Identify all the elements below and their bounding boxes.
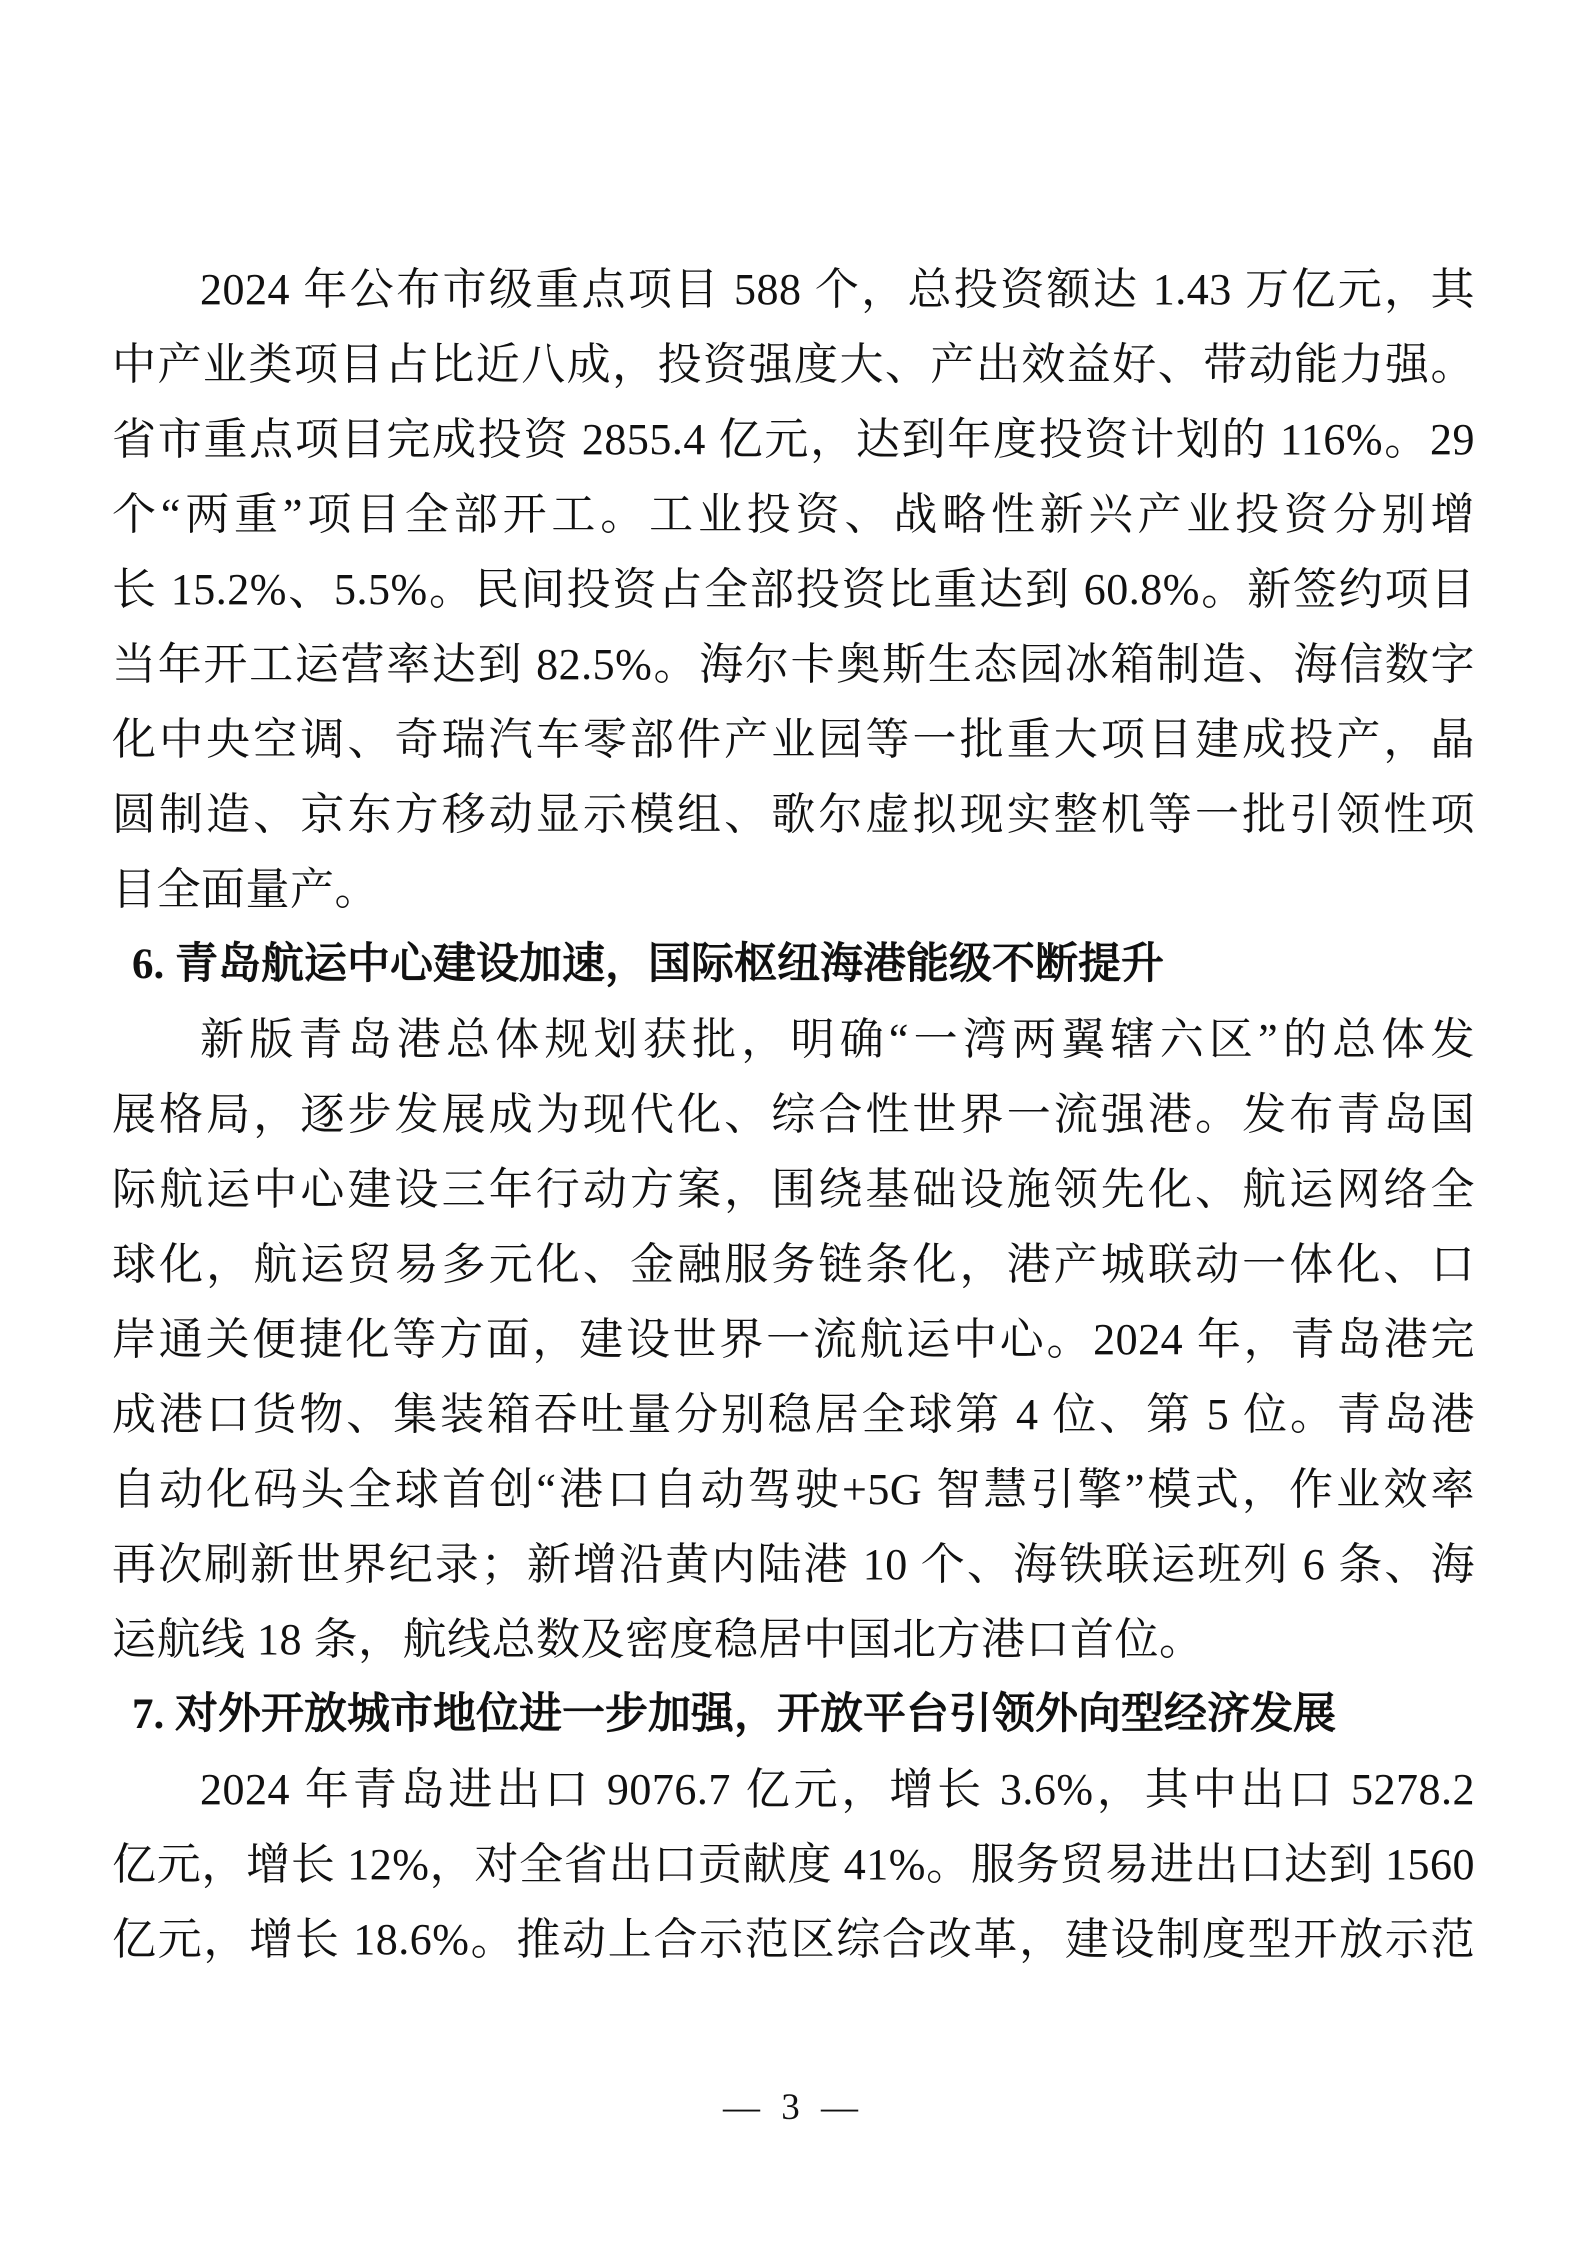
paragraph-3-line-1: 2024 年青岛进出口 9076.7 亿元，增长 3.6%，其中出口 5278.2 — [200, 1765, 1475, 1814]
paragraph-2-line-9: 运航线 18 条，航线总数及密度稳居中国北方港口首位。 — [112, 1615, 1204, 1664]
paragraph-1-line-5: 长 15.2%、5.5%。民间投资占全部投资比重达到 60.8%。新签约项目 — [112, 565, 1475, 614]
paragraph-1-line-9: 目全面量产。 — [112, 865, 379, 914]
paragraph-1-line-3: 省市重点项目完成投资 2855.4 亿元，达到年度投资计划的 116%。29 — [112, 415, 1475, 464]
paragraph-2-line-2: 展格局，逐步发展成为现代化、综合性世界一流强港。发布青岛国 — [112, 1090, 1475, 1139]
paragraph-1-line-2: 中产业类项目占比近八成，投资强度大、产出效益好、带动能力强。 — [112, 340, 1475, 389]
paragraph-1-line-1: 2024 年公布市级重点项目 588 个，总投资额达 1.43 万亿元，其 — [200, 265, 1475, 314]
paragraph-1-line-6: 当年开工运营率达到 82.5%。海尔卡奥斯生态园冰箱制造、海信数字 — [112, 640, 1475, 689]
paragraph-3-line-3: 亿元，增长 18.6%。推动上合示范区综合改革，建设制度型开放示范 — [112, 1915, 1475, 1964]
document-body — [112, 252, 1475, 1977]
page-number: — 3 — — [723, 2087, 864, 2128]
paragraph-1-line-7: 化中央空调、奇瑞汽车零部件产业园等一批重大项目建成投产，晶 — [112, 715, 1475, 764]
paragraph-2-line-3: 际航运中心建设三年行动方案，围绕基础设施领先化、航运网络全 — [112, 1165, 1475, 1214]
paragraph-1-line-8: 圆制造、京东方移动显示模组、歌尔虚拟现实整机等一批引领性项 — [112, 790, 1475, 839]
paragraph-2-line-7: 自动化码头全球首创“港口自动驾驶+5G 智慧引擎”模式，作业效率 — [112, 1465, 1475, 1514]
section-heading-7: 7. 对外开放城市地位进一步加强，开放平台引领外向型经济发展 — [132, 1691, 1336, 1738]
paragraph-2-line-4: 球化，航运贸易多元化、金融服务链条化，港产城联动一体化、口 — [112, 1240, 1475, 1289]
paragraph-1-line-4: 个“两重”项目全部开工。工业投资、战略性新兴产业投资分别增 — [112, 490, 1475, 539]
page-footer — [0, 2086, 1587, 2130]
paragraph-2-line-6: 成港口货物、集装箱吞吐量分别稳居全球第 4 位、第 5 位。青岛港 — [112, 1390, 1475, 1439]
paragraph-2-line-1: 新版青岛港总体规划获批，明确“一湾两翼辖六区”的总体发 — [200, 1015, 1475, 1064]
section-heading-6: 6. 青岛航运中心建设加速，国际枢纽海港能级不断提升 — [132, 941, 1164, 988]
paragraph-3-line-2: 亿元，增长 12%，对全省出口贡献度 41%。服务贸易进出口达到 1560 — [112, 1840, 1475, 1889]
paragraph-2-line-8: 再次刷新世界纪录；新增沿黄内陆港 10 个、海铁联运班列 6 条、海 — [112, 1540, 1475, 1589]
paragraph-2-line-5: 岸通关便捷化等方面，建设世界一流航运中心。2024 年，青岛港完 — [112, 1315, 1475, 1364]
